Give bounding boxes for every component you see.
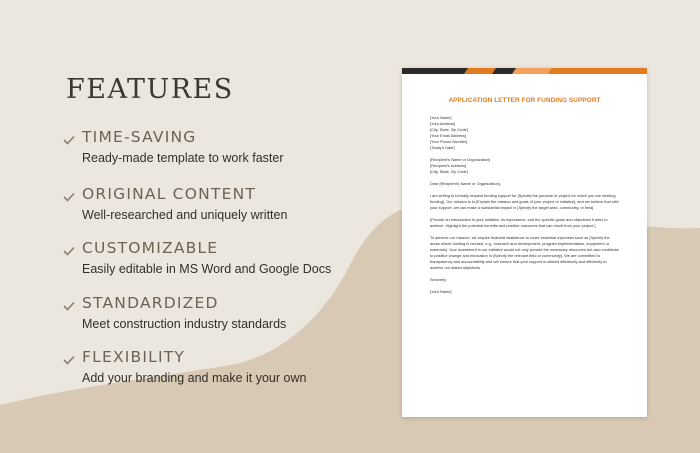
letter-title: APPLICATION LETTER FOR FUNDING SUPPORT [448,97,601,104]
recipient-line: [City, State, Zip Code] [430,169,468,174]
features-heading: FEATURES [66,74,234,105]
sender-line: [Today's Date] [430,145,455,150]
body-paragraph: [Provide an introduction to your initiative, its importance, and the specific goals and objectives it aims to achieve. Highlight the potential benefits and positive outcomes that can result from your project.] [430,217,608,228]
body-paragraph: I am writing to formally request funding support for [Specify the purpose or project for which you are seeking funding]. Our mission is to [Explain the mission and goals of your project or initiative], and we believe that with your support, we can make a substantial impact in [Specify the target area, community, or field]. [430,193,619,210]
feature-title: FLEXIBILITY [82,348,186,366]
closing: Sincerely, [430,277,447,282]
signature: [Your Name] [430,289,452,294]
feature-title: STANDARDIZED [82,294,219,312]
salutation: Dear [Recipient's Name or Organization], [430,181,501,186]
feature-title: TIME-SAVING [82,128,197,146]
sender-line: [City, State, Zip Code] [430,127,468,132]
check-icon [62,191,76,203]
feature-title: ORIGINAL CONTENT [82,185,257,203]
sender-line: [Your Name] [430,115,452,120]
check-icon [62,245,76,257]
body-paragraph: To achieve our mission, we require financial assistance to cover essential expenses such as [Specify the areas where funding is needed, e.g., research and development, program implementation, equipment or materials]. Your investment in our initiative would not only provide the necessary resources but also contribute to positive change and innovation in [Specify the relevant field or community]. We are committed to transparency and accountability and will ensure that your support is utilized effectively and efficiently to achieve our stated objectives. [430,235,619,270]
recipient-line: [Recipient's Address] [430,163,467,168]
header-stripe [402,68,647,76]
sender-line: [Your Phone Number] [430,139,468,144]
feature-description: Meet construction industry standards [82,317,287,331]
recipient-line: [Recipient's Name or Organization] [430,157,491,162]
check-icon [62,354,76,366]
feature-description: Add your branding and make it your own [82,371,307,385]
sender-line: [Your Email Address] [430,133,466,138]
feature-description: Easily editable in MS Word and Google Docs [82,262,332,276]
feature-description: Ready-made template to work faster [82,151,284,165]
check-icon [62,300,76,312]
sender-line: [Your Address] [430,121,456,126]
check-icon [62,134,76,146]
feature-title: CUSTOMIZABLE [82,239,219,257]
letter-body [430,115,620,295]
letter-preview [402,68,647,417]
feature-description: Well-researched and uniquely written [82,208,288,222]
